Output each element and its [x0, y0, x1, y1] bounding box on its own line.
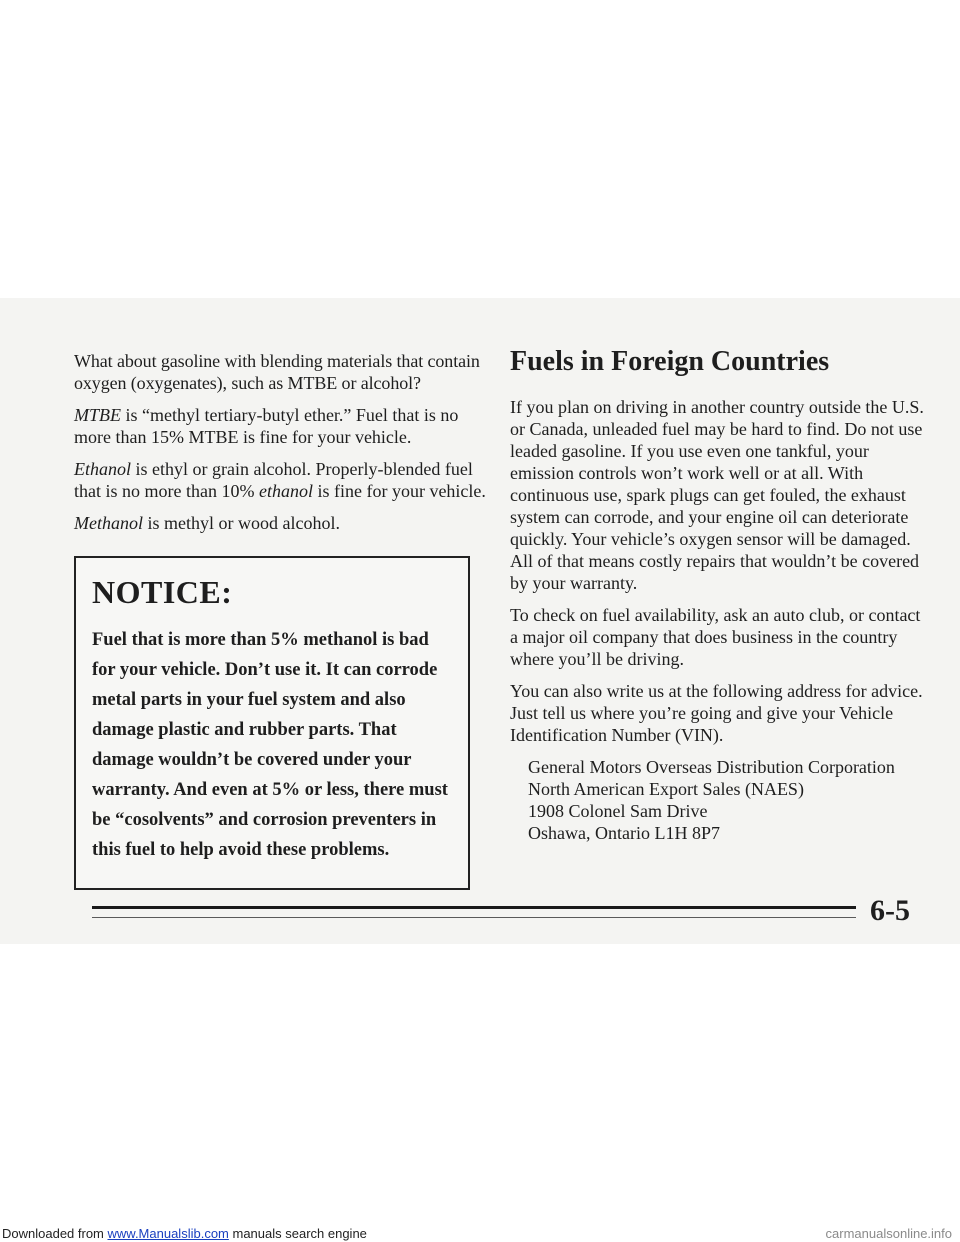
- methanol-text: is methyl or wood alcohol.: [143, 513, 340, 533]
- methanol-term: Methanol: [74, 513, 143, 533]
- notice-box: [74, 556, 470, 890]
- methanol-paragraph: [74, 512, 486, 534]
- ethanol-term: Ethanol: [74, 459, 131, 479]
- footer-suffix: manuals search engine: [228, 1226, 367, 1241]
- watermark-text: carmanualsonline.info: [825, 1226, 952, 1241]
- address-line: 1908 Colonel Sam Drive: [528, 801, 708, 821]
- section-heading: Fuels in Foreign Countries: [510, 346, 830, 377]
- notice-body: Fuel that is more than 5% methanol is bad for your vehicle. Don’t use it. It can corrode metal parts in your fuel system and also damage plastic and rubber parts. That damage wouldn’t be covered under your warranty. And even at 5% or less, there must be “cosolvents” and corrosion preventers in this fuel to help avoid these problems.: [92, 630, 448, 860]
- page-number: 6-5: [870, 894, 910, 927]
- address-line: General Motors Overseas Distribution Corporation: [528, 757, 895, 777]
- ethanol-paragraph: [74, 458, 486, 502]
- manualslib-link[interactable]: www.Manualslib.com: [107, 1226, 229, 1241]
- footer-prefix: Downloaded from: [2, 1226, 108, 1241]
- mtbe-paragraph: [74, 404, 486, 448]
- mtbe-term: MTBE: [74, 405, 121, 425]
- download-footer: [0, 1226, 960, 1242]
- left-column: [74, 350, 486, 890]
- address-line: North American Export Sales (NAES): [528, 779, 804, 799]
- footer-rule-thin: [92, 917, 856, 918]
- ethanol-term-inline: ethanol: [258, 481, 313, 501]
- foreign-fuel-paragraph: If you plan on driving in another country outside the U.S. or Canada, unleaded fuel may be hard to find. Do not use leaded gasoline. If you use even one tankful, your emission controls won’t work well or at all. With continuous use, spark plugs can get fouled, the exhaust system can corrode, and your engine oil can deteriorate quickly. Your vehicle’s oxygen sensor will be damaged. All of that means costly repairs that wouldn’t be covered by your warranty.: [510, 397, 924, 593]
- notice-title: NOTICE:: [92, 574, 233, 610]
- ethanol-text: is ethyl or grain alcohol. Properly-blended fuel that is no more than 10%: [74, 459, 473, 501]
- address-line: Oshawa, Ontario L1H 8P7: [528, 823, 720, 843]
- footer-rule-thick: [92, 906, 856, 909]
- mailing-address: [510, 756, 930, 844]
- intro-paragraph: What about gasoline with blending materials that contain oxygen (oxygenates), such as MTBE or alcohol?: [74, 351, 480, 393]
- ethanol-text-end: is fine for your vehicle.: [312, 481, 486, 501]
- footer-text: [2, 1226, 367, 1242]
- availability-paragraph: To check on fuel availability, ask an auto club, or contact a major oil company that does business in the country where you’ll be driving.: [510, 605, 921, 669]
- right-column: [510, 340, 930, 844]
- mtbe-text: is “methyl tertiary-butyl ether.” Fuel that is no more than 15% MTBE is fine for your vehicle.: [74, 405, 459, 447]
- write-us-paragraph: You can also write us at the following address for advice. Just tell us where you’re going and give your Vehicle Identification Number (VIN).: [510, 681, 923, 745]
